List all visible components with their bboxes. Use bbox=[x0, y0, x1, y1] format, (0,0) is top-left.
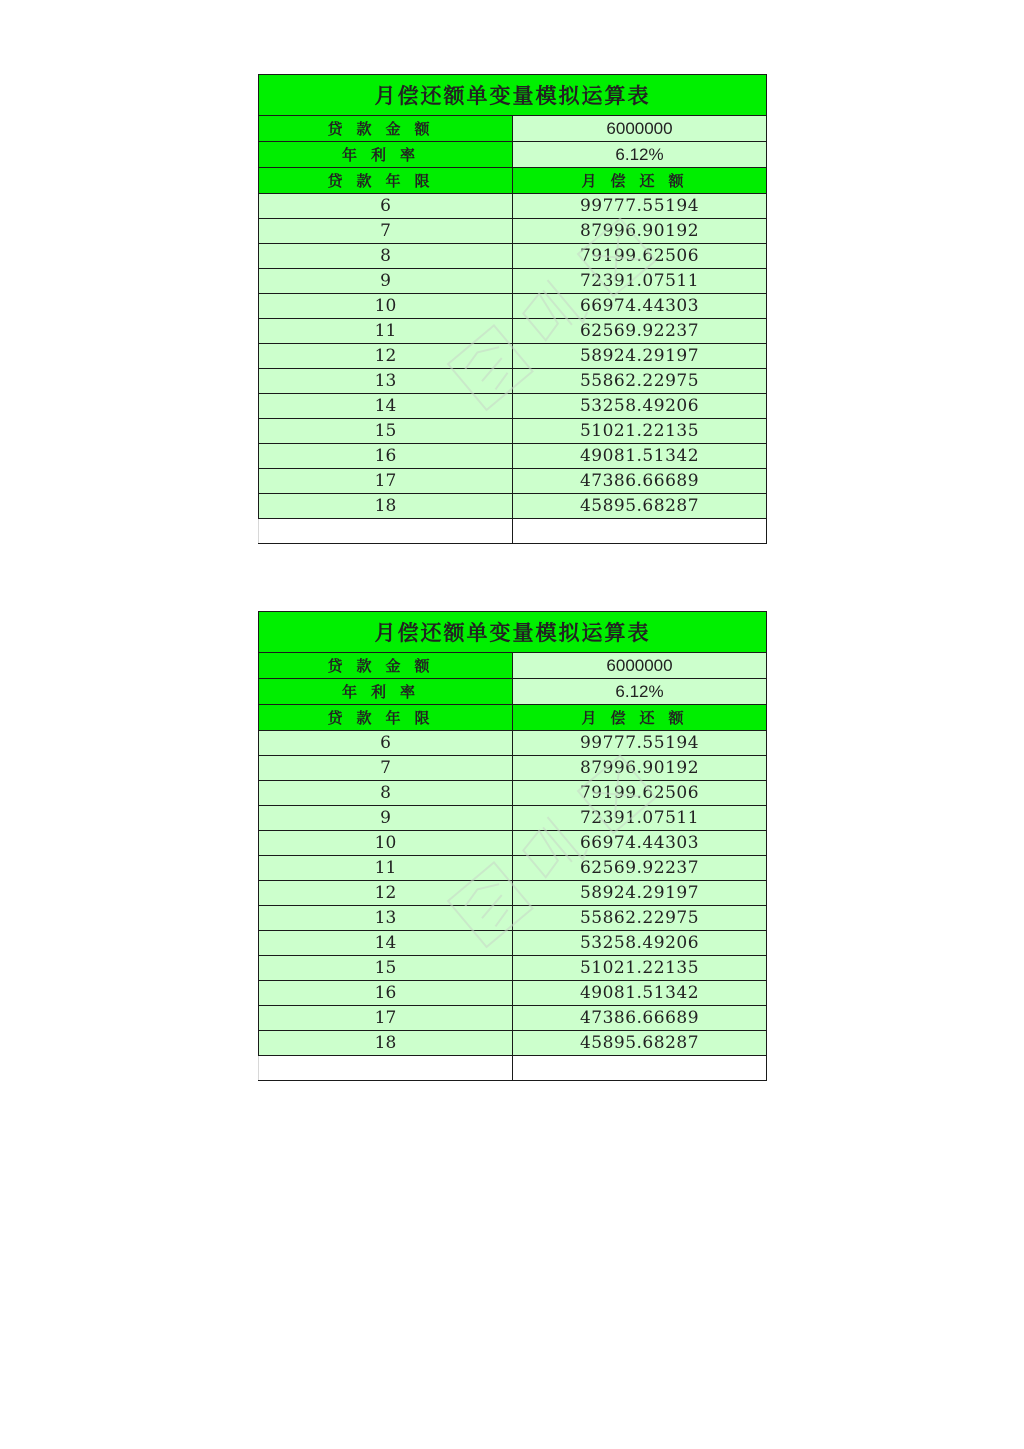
loan-years-cell[interactable]: 7 bbox=[259, 219, 513, 244]
monthly-payment-cell[interactable]: 87996.90192 bbox=[513, 756, 767, 781]
loan-amount-value[interactable]: 6000000 bbox=[513, 653, 767, 679]
loan-years-cell[interactable]: 12 bbox=[259, 881, 513, 906]
table-row bbox=[259, 419, 767, 444]
monthly-payment-cell[interactable]: 62569.92237 bbox=[513, 856, 767, 881]
monthly-payment-cell[interactable]: 58924.29197 bbox=[513, 881, 767, 906]
years-column-header: 贷款年限 bbox=[259, 168, 513, 194]
empty-cell[interactable] bbox=[259, 1056, 513, 1081]
monthly-payment-cell[interactable]: 51021.22135 bbox=[513, 419, 767, 444]
loan-years-cell[interactable]: 14 bbox=[259, 394, 513, 419]
table-row bbox=[259, 1006, 767, 1031]
table-row bbox=[259, 731, 767, 756]
table-row bbox=[259, 369, 767, 394]
loan-years-cell[interactable]: 17 bbox=[259, 1006, 513, 1031]
monthly-payment-cell[interactable]: 79199.62506 bbox=[513, 244, 767, 269]
table-row bbox=[259, 806, 767, 831]
table-row bbox=[259, 319, 767, 344]
table-row bbox=[259, 469, 767, 494]
monthly-payment-cell[interactable]: 99777.55194 bbox=[513, 731, 767, 756]
table-row bbox=[259, 194, 767, 219]
annual-rate-value[interactable]: 6.12% bbox=[513, 679, 767, 705]
table-row bbox=[259, 294, 767, 319]
loan-amount-label: 贷款金额 bbox=[259, 653, 513, 679]
loan-simulation-table bbox=[258, 611, 767, 1081]
loan-years-cell[interactable]: 9 bbox=[259, 269, 513, 294]
table-row bbox=[259, 1031, 767, 1056]
loan-years-cell[interactable]: 18 bbox=[259, 1031, 513, 1056]
loan-years-cell[interactable]: 13 bbox=[259, 369, 513, 394]
monthly-payment-cell[interactable]: 45895.68287 bbox=[513, 1031, 767, 1056]
annual-rate-label: 年利率 bbox=[259, 142, 513, 168]
loan-years-cell[interactable]: 9 bbox=[259, 806, 513, 831]
monthly-payment-cell[interactable]: 53258.49206 bbox=[513, 931, 767, 956]
empty-cell[interactable] bbox=[259, 519, 513, 544]
monthly-payment-cell[interactable]: 53258.49206 bbox=[513, 394, 767, 419]
table-title: 月偿还额单变量模拟运算表 bbox=[259, 75, 767, 116]
payment-column-header: 月偿还额 bbox=[513, 705, 767, 731]
table-row bbox=[259, 981, 767, 1006]
loan-years-cell[interactable]: 17 bbox=[259, 469, 513, 494]
monthly-payment-cell[interactable]: 49081.51342 bbox=[513, 981, 767, 1006]
monthly-payment-cell[interactable]: 72391.07511 bbox=[513, 806, 767, 831]
loan-years-cell[interactable]: 11 bbox=[259, 319, 513, 344]
monthly-payment-cell[interactable]: 47386.66689 bbox=[513, 1006, 767, 1031]
monthly-payment-cell[interactable]: 47386.66689 bbox=[513, 469, 767, 494]
monthly-payment-cell[interactable]: 72391.07511 bbox=[513, 269, 767, 294]
years-column-header: 贷款年限 bbox=[259, 705, 513, 731]
loan-years-cell[interactable]: 10 bbox=[259, 294, 513, 319]
table-row bbox=[259, 956, 767, 981]
table-row bbox=[259, 756, 767, 781]
loan-simulation-table bbox=[258, 74, 767, 544]
empty-row bbox=[259, 1056, 767, 1081]
spreadsheet-table-2 bbox=[258, 611, 766, 1081]
loan-years-cell[interactable]: 7 bbox=[259, 756, 513, 781]
empty-cell[interactable] bbox=[513, 519, 767, 544]
table-row bbox=[259, 444, 767, 469]
table-body bbox=[259, 731, 767, 1056]
monthly-payment-cell[interactable]: 87996.90192 bbox=[513, 219, 767, 244]
table-row bbox=[259, 856, 767, 881]
loan-years-cell[interactable]: 10 bbox=[259, 831, 513, 856]
monthly-payment-cell[interactable]: 45895.68287 bbox=[513, 494, 767, 519]
monthly-payment-cell[interactable]: 49081.51342 bbox=[513, 444, 767, 469]
table-row bbox=[259, 269, 767, 294]
monthly-payment-cell[interactable]: 79199.62506 bbox=[513, 781, 767, 806]
monthly-payment-cell[interactable]: 99777.55194 bbox=[513, 194, 767, 219]
table-row bbox=[259, 219, 767, 244]
loan-years-cell[interactable]: 11 bbox=[259, 856, 513, 881]
empty-row bbox=[259, 519, 767, 544]
table-row bbox=[259, 394, 767, 419]
loan-years-cell[interactable]: 8 bbox=[259, 244, 513, 269]
annual-rate-value[interactable]: 6.12% bbox=[513, 142, 767, 168]
table-row bbox=[259, 494, 767, 519]
loan-years-cell[interactable]: 16 bbox=[259, 981, 513, 1006]
monthly-payment-cell[interactable]: 55862.22975 bbox=[513, 906, 767, 931]
loan-amount-value[interactable]: 6000000 bbox=[513, 116, 767, 142]
payment-column-header: 月偿还额 bbox=[513, 168, 767, 194]
monthly-payment-cell[interactable]: 66974.44303 bbox=[513, 831, 767, 856]
empty-cell[interactable] bbox=[513, 1056, 767, 1081]
table-row bbox=[259, 781, 767, 806]
loan-years-cell[interactable]: 18 bbox=[259, 494, 513, 519]
loan-years-cell[interactable]: 8 bbox=[259, 781, 513, 806]
table-row bbox=[259, 831, 767, 856]
monthly-payment-cell[interactable]: 58924.29197 bbox=[513, 344, 767, 369]
monthly-payment-cell[interactable]: 62569.92237 bbox=[513, 319, 767, 344]
table-row bbox=[259, 344, 767, 369]
loan-years-cell[interactable]: 14 bbox=[259, 931, 513, 956]
loan-years-cell[interactable]: 12 bbox=[259, 344, 513, 369]
table-row bbox=[259, 881, 767, 906]
monthly-payment-cell[interactable]: 66974.44303 bbox=[513, 294, 767, 319]
table-row bbox=[259, 906, 767, 931]
table-title: 月偿还额单变量模拟运算表 bbox=[259, 612, 767, 653]
loan-years-cell[interactable]: 15 bbox=[259, 956, 513, 981]
table-body bbox=[259, 194, 767, 519]
loan-years-cell[interactable]: 16 bbox=[259, 444, 513, 469]
annual-rate-label: 年利率 bbox=[259, 679, 513, 705]
monthly-payment-cell[interactable]: 55862.22975 bbox=[513, 369, 767, 394]
loan-amount-label: 贷款金额 bbox=[259, 116, 513, 142]
loan-years-cell[interactable]: 13 bbox=[259, 906, 513, 931]
table-row bbox=[259, 931, 767, 956]
loan-years-cell[interactable]: 6 bbox=[259, 194, 513, 219]
loan-years-cell[interactable]: 15 bbox=[259, 419, 513, 444]
monthly-payment-cell[interactable]: 51021.22135 bbox=[513, 956, 767, 981]
spreadsheet-table-1 bbox=[258, 74, 766, 544]
table-row bbox=[259, 244, 767, 269]
loan-years-cell[interactable]: 6 bbox=[259, 731, 513, 756]
